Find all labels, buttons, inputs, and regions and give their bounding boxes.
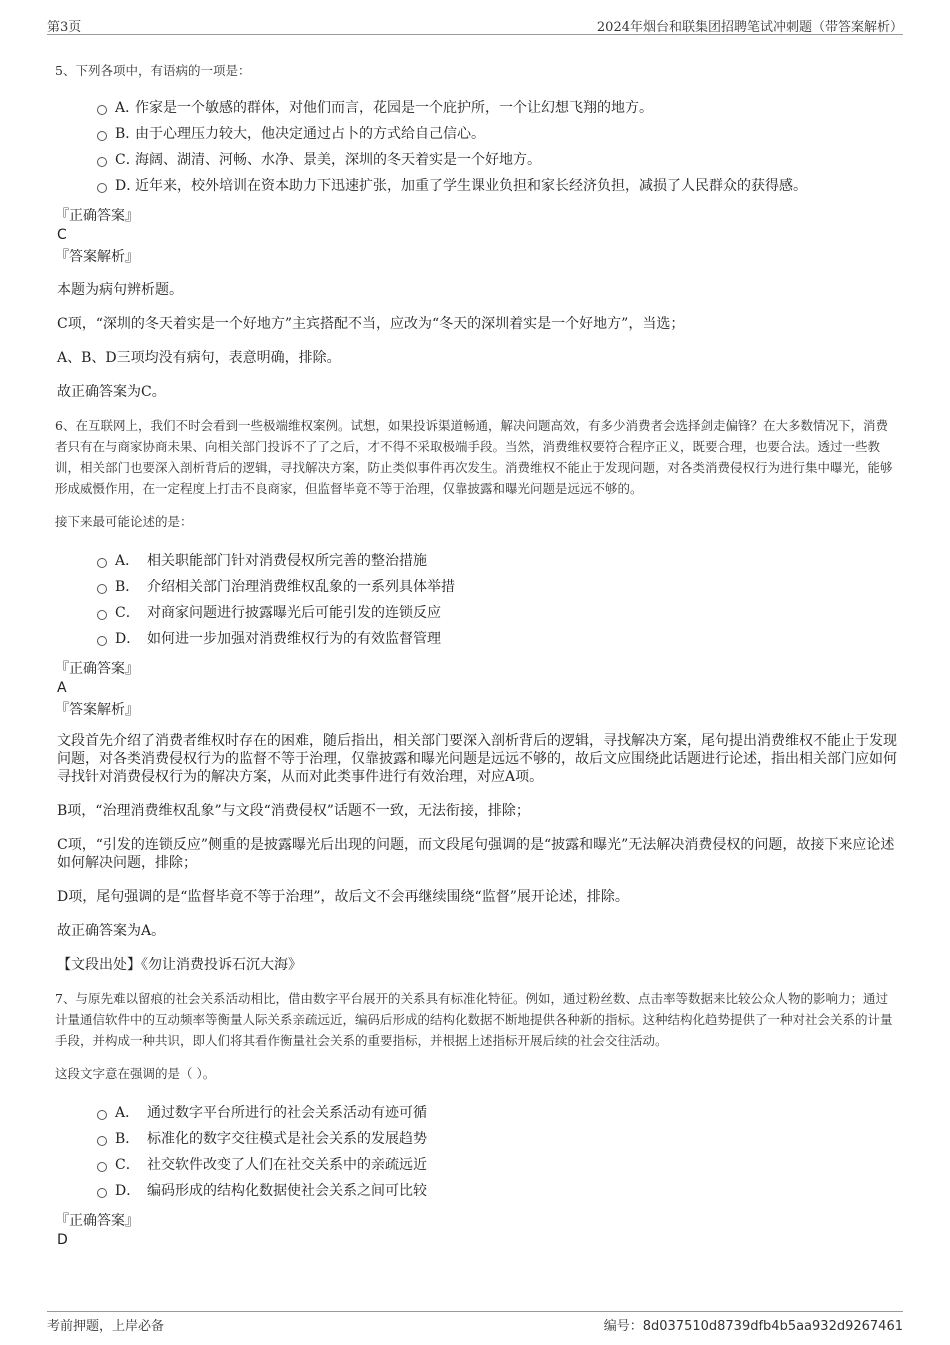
page-number: 第3页 xyxy=(47,20,82,35)
option-text: 对商家问题进行披露曝光后可能引发的连锁反应 xyxy=(147,605,441,621)
option-text: 由于心理压力较大，他决定通过占卜的方式给自己信心。 xyxy=(135,126,485,142)
page-footer xyxy=(47,1311,903,1334)
option-letter: D． xyxy=(115,178,141,194)
question-5-stem: 5、下列各项中，有语病的一项是： xyxy=(55,63,251,78)
analysis-paragraph: C项，“深圳的冬天着实是一个好地方”主宾搭配不当，应改为“冬天的深圳着实是一个好地方”，当选； xyxy=(57,316,685,332)
document-code xyxy=(604,1315,903,1334)
radio-icon[interactable] xyxy=(97,157,107,167)
option-letter: B． xyxy=(115,126,140,142)
analysis-paragraph: 故正确答案为A。 xyxy=(57,923,166,939)
question-5 xyxy=(55,60,900,401)
analysis-paragraph: D项，尾句强调的是“监督毕竟不等于治理”，故后文不会再继续围绕“监督”展开论述，排除。 xyxy=(57,889,629,905)
question-6-stem: 6、在互联网上，我们不时会看到一些极端维权案例。试想，如果投诉渠道畅通，解决问题高效，有多少消费者会选择剑走偏锋？在大多数情况下，消费者只有在与商家协商未果、向相关部门投诉不了了之后，才不得不采取极端手段。当然，消费维权要符合程序正义，既要合理，也要合法。透过一些教训，相关部门也要深入剖析背后的逻辑，寻找解决方案，防止类似事件再次发生。消费维权不能止于发现问题，对各类消费侵权行为进行集中曝光，能够形成威慑作用，在一定程度上打击不良商家，但监督毕竟不等于治理，仅靠披露和曝光问题是远远不够的。 xyxy=(55,418,893,496)
radio-icon[interactable] xyxy=(97,1136,107,1146)
radio-icon[interactable] xyxy=(97,1188,107,1198)
source-note: 【文段出处】《勿让消费投诉石沉大海》 xyxy=(57,957,302,973)
option-b[interactable] xyxy=(97,1126,900,1152)
page-header xyxy=(47,14,903,35)
option-text: 相关职能部门针对消费侵权所完善的整治措施 xyxy=(147,553,427,569)
option-letter: B． xyxy=(115,579,140,595)
code-label: 编号： xyxy=(603,1319,643,1334)
option-letter: C． xyxy=(115,152,140,168)
code-value: 8d037510d8739dfb4b5aa932d9267461 xyxy=(642,1319,903,1334)
correct-answer-label: 『正确答案』 xyxy=(55,661,139,677)
option-a[interactable] xyxy=(97,548,900,574)
radio-icon[interactable] xyxy=(97,131,107,141)
analysis-paragraph: A、B、D三项均没有病句，表意明确，排除。 xyxy=(57,350,341,366)
radio-icon[interactable] xyxy=(97,584,107,594)
analysis-label: 『答案解析』 xyxy=(55,249,139,265)
analysis-paragraph: C项，“引发的连锁反应”侧重的是披露曝光后出现的问题，而文段尾句强调的是“披露和曝光”无法解决消费侵权的问题，故接下来应论述如何解决问题，排除； xyxy=(57,837,895,871)
option-d[interactable] xyxy=(97,173,900,199)
option-letter: A． xyxy=(115,553,140,569)
option-letter: C． xyxy=(115,605,140,621)
analysis-paragraph: 文段首先介绍了消费者维权时存在的困难，随后指出，相关部门要深入剖析背后的逻辑，寻找解决方案，尾句提出消费维权不能止于发现问题，对各类消费侵权行为的监督不等于治理，仅靠披露和曝光问题是远远不够的，故后文应围绕此话题进行论述，指出相关部门应如何寻找针对消费侵权行为的解决方案，从而对此类事件进行有效治理，对应A项。 xyxy=(57,733,897,785)
option-letter: D． xyxy=(115,1183,141,1199)
question-7 xyxy=(55,988,900,1249)
question-6-prompt: 接下来最可能论述的是： xyxy=(55,514,193,529)
option-letter: D． xyxy=(115,631,141,647)
analysis-label: 『答案解析』 xyxy=(55,702,139,718)
option-b[interactable] xyxy=(97,574,900,600)
option-b[interactable] xyxy=(97,121,900,147)
correct-answer-label: 『正确答案』 xyxy=(55,1213,139,1229)
footer-slogan: 考前押题，上岸必备 xyxy=(47,1319,165,1334)
correct-answer: C xyxy=(57,227,67,243)
content xyxy=(55,60,900,1249)
option-text: 海阔、湖清、河畅、水净、景美，深圳的冬天着实是一个好地方。 xyxy=(135,152,541,168)
radio-icon[interactable] xyxy=(97,1162,107,1172)
option-letter: A． xyxy=(115,100,140,116)
option-c[interactable] xyxy=(97,1152,900,1178)
correct-answer: D xyxy=(57,1232,68,1248)
question-7-prompt: 这段文字意在强调的是（ ）。 xyxy=(55,1066,216,1081)
analysis-paragraph: 故正确答案为C。 xyxy=(57,384,166,400)
radio-icon[interactable] xyxy=(97,636,107,646)
option-d[interactable] xyxy=(97,1178,900,1204)
option-text: 通过数字平台所进行的社会关系活动有迹可循 xyxy=(147,1105,427,1121)
correct-answer: A xyxy=(57,680,67,696)
option-text: 介绍相关部门治理消费维权乱象的一系列具体举措 xyxy=(147,579,455,595)
radio-icon[interactable] xyxy=(97,558,107,568)
question-6 xyxy=(55,415,900,974)
option-c[interactable] xyxy=(97,147,900,173)
option-text: 如何进一步加强对消费维权行为的有效监督管理 xyxy=(147,631,441,647)
option-text: 社交软件改变了人们在社交关系中的亲疏远近 xyxy=(147,1157,427,1173)
analysis-paragraph: 本题为病句辨析题。 xyxy=(57,282,183,298)
radio-icon[interactable] xyxy=(97,105,107,115)
question-5-options xyxy=(97,95,900,199)
question-7-stem: 7、与原先难以留痕的社会关系活动相比，借由数字平台展开的关系具有标准化特征。例如，通过粉丝数、点击率等数据来比较公众人物的影响力；通过计量通信软件中的互动频率等衡量人际关系亲疏远近，编码后形成的结构化数据不断地提供各种新的指标。这种结构化趋势提供了一种对社会关系的计量手段，并构成一种共识，即人们将其看作衡量社会关系的重要指标，并根据上述指标开展后续的社会交往活动。 xyxy=(55,991,893,1048)
option-text: 近年来，校外培训在资本助力下迅速扩张，加重了学生课业负担和家长经济负担，减损了人民群众的获得感。 xyxy=(135,178,807,194)
option-text: 作家是一个敏感的群体，对他们而言，花园是一个庇护所，一个让幻想飞翔的地方。 xyxy=(135,100,653,116)
option-c[interactable] xyxy=(97,600,900,626)
option-a[interactable] xyxy=(97,95,900,121)
option-letter: B． xyxy=(115,1131,140,1147)
correct-answer-label: 『正确答案』 xyxy=(55,208,139,224)
analysis-paragraph: B项，“治理消费维权乱象”与文段“消费侵权”话题不一致，无法衔接，排除； xyxy=(57,803,530,819)
option-letter: C． xyxy=(115,1157,140,1173)
option-a[interactable] xyxy=(97,1100,900,1126)
option-text: 标准化的数字交往模式是社会关系的发展趋势 xyxy=(147,1131,427,1147)
option-d[interactable] xyxy=(97,626,900,652)
question-6-options xyxy=(97,548,900,652)
option-letter: A． xyxy=(115,1105,140,1121)
question-7-options xyxy=(97,1100,900,1204)
option-text: 编码形成的结构化数据使社会关系之间可比较 xyxy=(147,1183,427,1199)
document-title: 2024年烟台和联集团招聘笔试冲刺题（带答案解析） xyxy=(596,20,903,35)
radio-icon[interactable] xyxy=(97,183,107,193)
radio-icon[interactable] xyxy=(97,1110,107,1120)
radio-icon[interactable] xyxy=(97,610,107,620)
